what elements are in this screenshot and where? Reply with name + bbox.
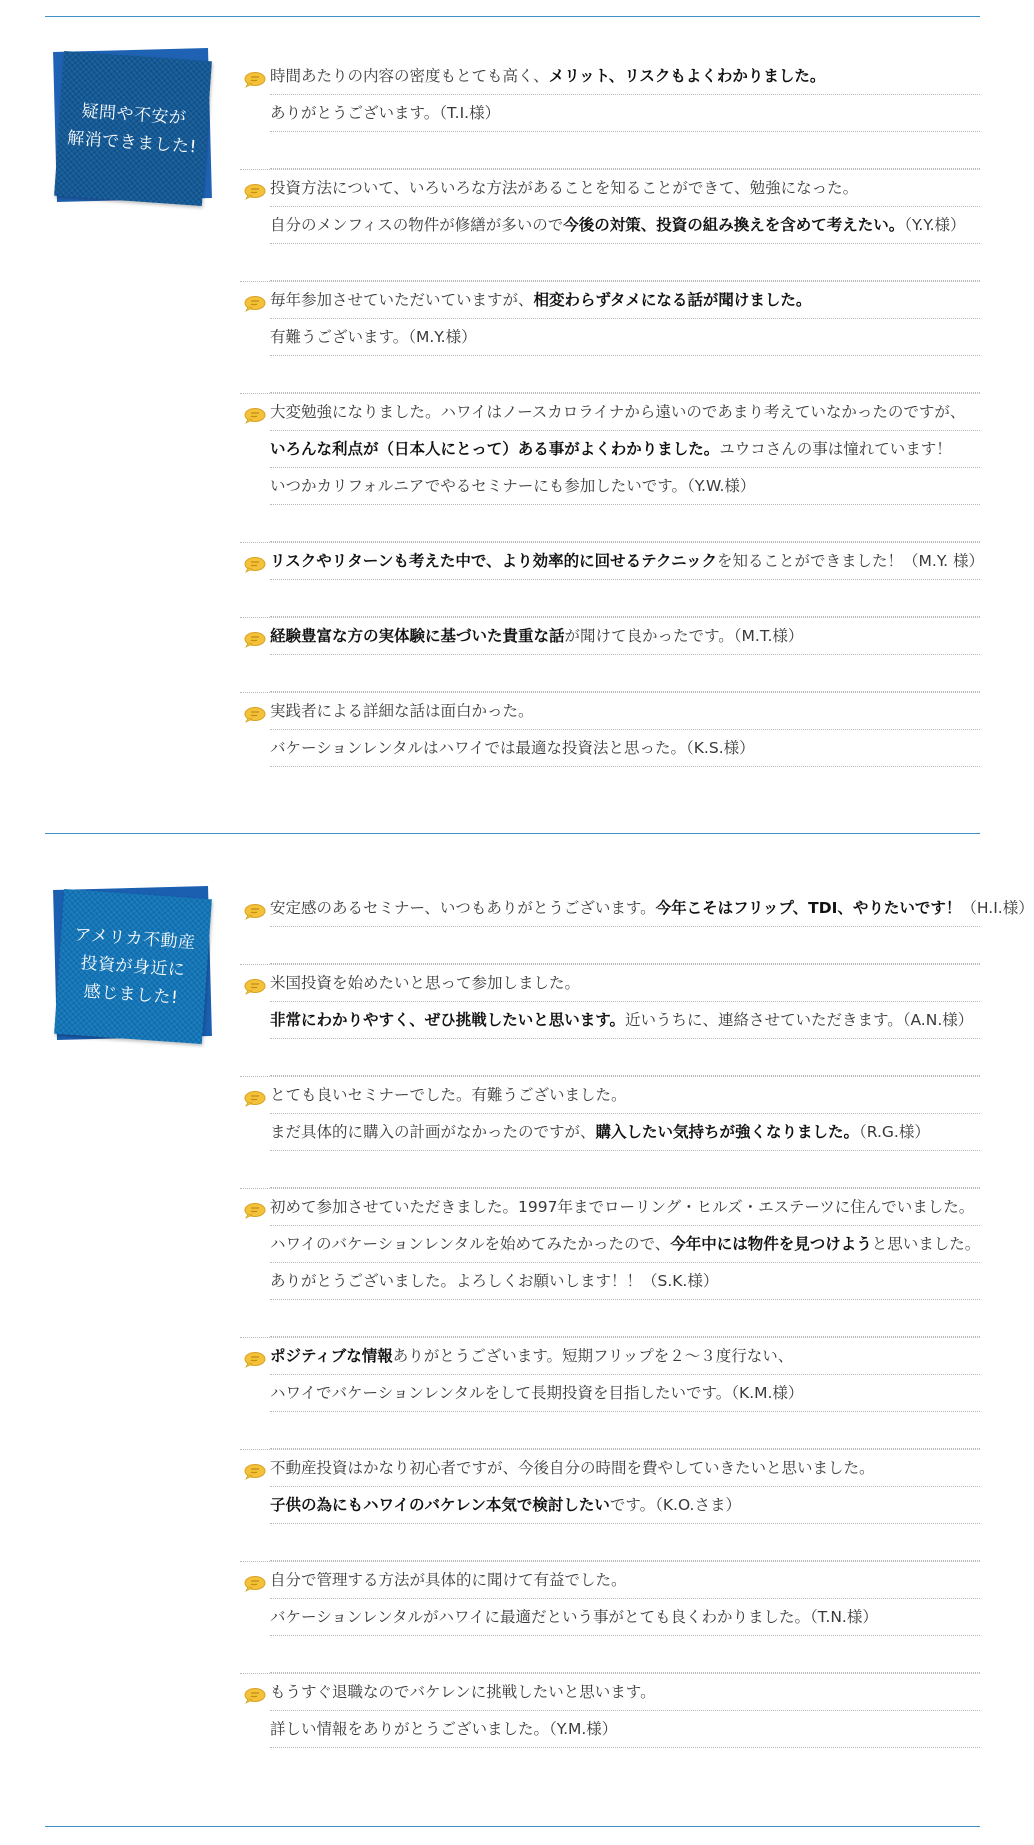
comment-item (240, 58, 980, 132)
comment-highlight: 相変わらずタメになる話が聞けました。 (533, 291, 812, 309)
comment-line (270, 1674, 980, 1711)
comment-text: バケーションレンタルがハワイに最適だという事がとても良くわかりました。（T.N.様） (270, 1608, 878, 1626)
comment-line (270, 1487, 980, 1524)
section-1-badge (55, 50, 215, 210)
comment-line (270, 1599, 980, 1636)
comment-line (270, 1077, 980, 1114)
comment-highlight: メリット、リスクもよくわかりました。 (548, 67, 826, 85)
comment-line (270, 431, 980, 468)
speech-bubble-icon (244, 1090, 266, 1107)
comment-text: ありがとうございました。よろしくお願いします！！（S.K.様） (270, 1272, 719, 1290)
speech-bubble-icon (244, 978, 266, 995)
comment-text: まだ具体的に購入の計画がなかったのですが、 (270, 1123, 596, 1141)
comment-line (270, 170, 980, 207)
comment-line (270, 394, 980, 431)
comment-text: 安定感のあるセミナー、いつもありがとうございます。 (270, 899, 656, 917)
comment-line (270, 1114, 980, 1151)
comment-item (240, 393, 980, 505)
comment-item (240, 1673, 980, 1748)
speech-bubble-icon (244, 903, 266, 920)
badge-card (54, 889, 212, 1044)
comment-text: 不動産投資はかなり初心者ですが、今後自分の時間を費やしていきたいと思いました。 (270, 1459, 875, 1477)
comment-text: （Y.Y.様） (904, 216, 966, 234)
comment-item (240, 281, 980, 356)
speech-bubble-icon (244, 706, 266, 723)
comment-line (270, 730, 980, 767)
badge-card (54, 51, 212, 206)
spacer-row (270, 1300, 980, 1337)
comment-line (270, 1562, 980, 1599)
section-1-comment-list (240, 58, 985, 767)
comment-text: ユウコさんの事は憧れています！ (719, 440, 952, 458)
section-2-badge-text: アメリカ不動産 投資が身近に 感じました! (73, 924, 197, 1008)
comment-text: とても良いセミナーでした。有難うございました。 (270, 1086, 627, 1104)
comment-text: 自分で管理する方法が具体的に聞けて有益でした。 (270, 1571, 627, 1589)
section-2-badge (55, 888, 215, 1048)
comment-line (270, 282, 980, 319)
comment-text: です。（K.O.さま） (609, 1496, 741, 1514)
comment-line (270, 1711, 980, 1748)
section-1-badge-text: 疑問や不安が 解消できました! (66, 100, 198, 157)
spacer-row (270, 132, 980, 169)
comment-item (240, 1188, 980, 1300)
comment-text: 実践者による詳細な話は面白かった。 (270, 702, 534, 720)
comment-line (270, 1002, 980, 1039)
comment-line (270, 1450, 980, 1487)
spacer-row (270, 1151, 980, 1188)
speech-bubble-icon (244, 1687, 266, 1704)
comment-text: 大変勉強になりました。ハワイはノースカロライナから遠いのであまり考えていなかったのですが、 (270, 403, 966, 421)
comment-highlight: リスクやリターンも考えた中で、より効率的に回せるテクニック (270, 552, 718, 570)
comment-text: もうすぐ退職なのでバケレンに挑戦したいと思います。 (270, 1683, 656, 1701)
comment-text: 米国投資を始めたいと思って参加しました。 (270, 974, 581, 992)
comment-line (270, 319, 980, 356)
comment-line (270, 693, 980, 730)
comment-highlight: いろんな利点が（日本人にとって）ある事がよくわかりました。 (270, 440, 720, 458)
spacer-row (270, 927, 980, 964)
comment-line (270, 618, 980, 655)
top-divider (45, 16, 980, 17)
comment-highlight: 購入したい気持ちが強くなりました。 (595, 1123, 860, 1141)
comment-highlight: 非常にわかりやすく、ぜひ挑戦したいと思います。 (270, 1011, 625, 1029)
comment-line (270, 890, 1034, 927)
comment-line (270, 95, 980, 132)
comment-text: 時間あたりの内容の密度もとても高く、 (270, 67, 549, 85)
comment-text: いつかカリフォルニアでやるセミナーにも参加したいです。（Y.W.様） (270, 477, 756, 495)
comment-text: ハワイでバケーションレンタルをして長期投資を目指したいです。（K.M.様） (270, 1384, 804, 1402)
comment-text: （H.I.様） (961, 899, 1034, 917)
comment-item (240, 890, 1034, 927)
comment-text: バケーションレンタルはハワイでは最適な投資法と思った。（K.S.様） (270, 739, 755, 757)
comment-line (270, 1263, 980, 1300)
comment-line (270, 1189, 980, 1226)
comment-text: 初めて参加させていただきました。1997年までローリング・ヒルズ・エステーツに住んでいました。 (270, 1198, 975, 1216)
comment-item (240, 1337, 980, 1412)
comment-text: 自分のメンフィスの物件が修繕が多いので (270, 216, 564, 234)
comment-item (240, 542, 985, 580)
speech-bubble-icon (244, 1202, 266, 1219)
comment-text: 詳しい情報をありがとうございました。（Y.M.様） (270, 1720, 618, 1738)
comment-highlight: 今後の対策、投資の組み換えを含めて考えたい。 (563, 216, 905, 234)
comment-line (270, 1338, 980, 1375)
comment-highlight: 子供の為にもハワイのバケレン本気で検討したい (270, 1496, 610, 1514)
speech-bubble-icon (244, 556, 266, 573)
bottom-divider (45, 1826, 980, 1827)
spacer-row (270, 1636, 980, 1673)
spacer-row (270, 505, 980, 542)
comment-text: ハワイのバケーションレンタルを始めてみたかったので、 (270, 1235, 671, 1253)
comment-item (240, 1561, 980, 1636)
speech-bubble-icon (244, 1575, 266, 1592)
spacer-row (270, 1524, 980, 1561)
comment-line (270, 468, 980, 505)
speech-bubble-icon (244, 631, 266, 648)
comment-line (270, 1226, 980, 1263)
spacer-row (270, 356, 980, 393)
comment-item (240, 617, 980, 655)
speech-bubble-icon (244, 295, 266, 312)
comment-item (240, 964, 980, 1039)
comment-highlight: 今年こそはフリップ、TDI、やりたいです！ (655, 899, 962, 917)
speech-bubble-icon (244, 407, 266, 424)
speech-bubble-icon (244, 71, 266, 88)
comment-line (270, 965, 980, 1002)
spacer-row (270, 244, 980, 281)
comment-text: （R.G.様） (859, 1123, 930, 1141)
comment-text: ありがとうございます。短期フリップを２〜３度行ない、 (392, 1347, 794, 1365)
comment-text: と思いました。 (871, 1235, 981, 1253)
spacer-row (270, 655, 980, 692)
comment-item (240, 692, 980, 767)
comment-line (270, 1375, 980, 1412)
spacer-row (270, 1039, 980, 1076)
comment-item (240, 169, 980, 244)
speech-bubble-icon (244, 1351, 266, 1368)
comment-text: 投資方法について、いろいろな方法があることを知ることができて、勉強になった。 (270, 179, 859, 197)
comment-text: が聞けて良かったです。（M.T.様） (564, 627, 804, 645)
section-divider (45, 833, 980, 834)
comment-line (270, 58, 980, 95)
comment-highlight: 経験豊富な方の実体験に基づいた貴重な話 (270, 627, 565, 645)
comment-text: ありがとうございます。（T.I.様） (270, 104, 501, 122)
comment-text: 毎年参加させていただいていますが、 (270, 291, 534, 309)
comment-item (240, 1449, 980, 1524)
comment-highlight: ポジティブな情報 (270, 1347, 393, 1365)
comment-text: 近いうちに、連絡させていただきます。（A.N.様） (624, 1011, 974, 1029)
comment-item (240, 1076, 980, 1151)
comment-highlight: 今年中には物件を見つけよう (670, 1235, 872, 1253)
comment-text: を知ることができました！（M.Y. 様） (717, 552, 985, 570)
comment-text: 有難うございます。（M.Y.様） (270, 328, 477, 346)
spacer-row (270, 1412, 980, 1449)
comment-line (270, 207, 980, 244)
spacer-row (270, 580, 980, 617)
speech-bubble-icon (244, 1463, 266, 1480)
comment-line (270, 543, 985, 580)
speech-bubble-icon (244, 183, 266, 200)
section-2-comment-list (240, 890, 1034, 1748)
